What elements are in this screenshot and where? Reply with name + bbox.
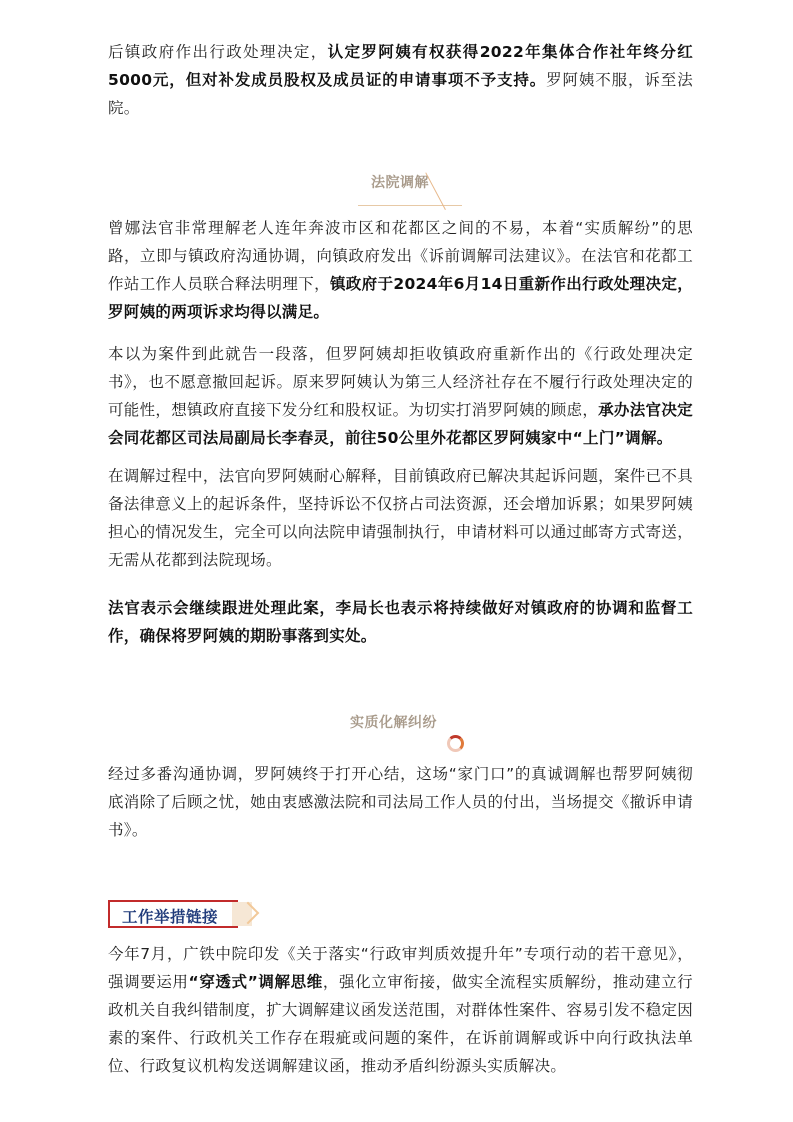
paragraph-decision [108, 38, 693, 122]
bold-text-segment: 承办法官决定会同花都区司法局副局长李春灵，前往50公里外花都区罗阿姨家中“上门”调解。 [108, 401, 693, 447]
paragraph-follow-up [108, 594, 693, 650]
bold-text-segment: 认定罗阿姨有权获得2022年集体合作社年终分红5000元，但对补发成员股权及成员证的申请事项不予支持。 [108, 43, 693, 89]
bold-text-segment: 法官表示会继续跟进处理此案，李局长也表示将持续做好对镇政府的协调和监督工作，确保将罗阿姨的期盼事落到实处。 [108, 599, 693, 645]
paragraph-mediation-process [108, 462, 693, 574]
section-title-resolution: 实质化解纠纷 [350, 715, 437, 731]
loading-spinner-icon [447, 735, 464, 752]
paragraph-withdrawal [108, 760, 693, 844]
text-segment: 后镇政府作出行政处理决定， [108, 43, 328, 61]
section-underline [358, 195, 462, 206]
work-measures-link-box [108, 900, 238, 928]
text-segment: 经过多番沟通协调，罗阿姨终于打开心结，这场“家门口”的真诚调解也帮罗阿姨彻底消除了后顾之忧，她由衷感激法院和司法局工作人员的付出，当场提交《撤诉申请书》。 [108, 765, 693, 839]
chevron-right-icon [232, 898, 264, 930]
bold-text-segment: 镇政府于2024年6月14日重新作出行政处理决定，罗阿姨的两项诉求均得以满足。 [108, 275, 694, 321]
bold-text-segment: “穿透式”调解思维 [188, 973, 323, 991]
text-segment: 本以为案件到此就告一段落，但罗阿姨却拒收镇政府重新作出的《行政处理决定书》，也不愿意撤回起诉。原来罗阿姨认为第三人经济社存在不履行行政处理决定的可能性，想镇政府直接下发分红和股权证。为切实打消罗阿姨的顾虑， [108, 345, 693, 419]
text-segment: 在调解过程中，法官向罗阿姨耐心解释，目前镇政府已解决其起诉问题，案件已不具备法律意义上的起诉条件，坚持诉讼不仅挤占司法资源，还会增加诉累；如果罗阿姨担心的情况发生，完全可以向法院申请强制执行，申请材料可以通过邮寄方式寄送，无需从花都到法院现场。 [108, 467, 693, 569]
section-title-mediation: 法院调解 [371, 175, 429, 191]
text-segment: ，强化立审衔接，做实全流程实质解纷，推动建立行政机关自我纠错制度，扩大调解建议函发送范围，对群体性案件、容易引发不稳定因素的案件、行政机关工作存在瑕疵或问题的案件，在诉前调解或诉中向行政执法单位、行政复议机构发送调解建议函，推动矛盾纠纷源头实质解决。 [108, 973, 693, 1075]
paragraph-refusal [108, 340, 693, 452]
paragraph-judge-coordination [108, 214, 693, 326]
text-segment: 曾娜法官非常理解老人连年奔波市区和花都区之间的不易，本着“实质解纷”的思路，立即与镇政府沟通协调，向镇政府发出《诉前调解司法建议》。在法官和花都工作站工作人员联合释法明理下， [108, 219, 693, 293]
text-segment: 今年7月，广铁中院印发《关于落实“行政审判质效提升年”专项行动的若干意见》，强调要运用 [108, 945, 693, 991]
work-measures-link-title: 工作举措链接 [122, 908, 219, 926]
text-segment: 罗阿姨不服，诉至法院。 [108, 71, 693, 117]
paragraph-court-opinion [108, 940, 693, 1080]
